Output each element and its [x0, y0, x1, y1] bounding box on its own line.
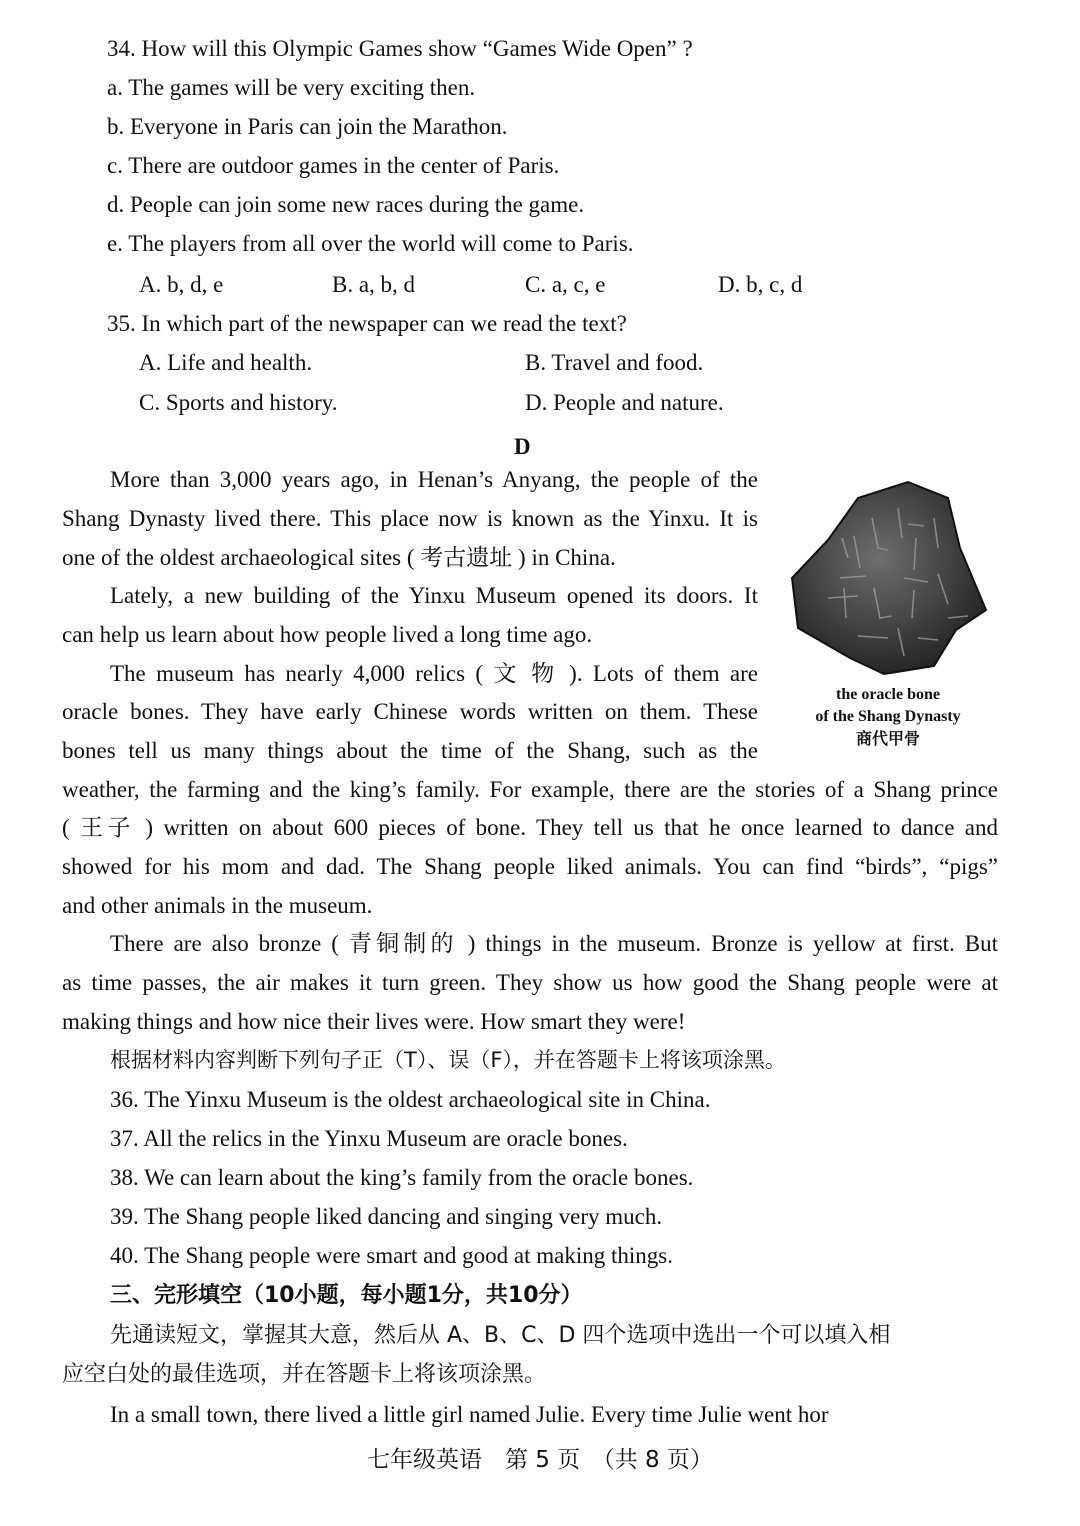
image-caption-line-2: of the Shang Dynasty — [815, 708, 961, 725]
passage-line-2: Shang Dynasty lived there. This place now is known as the Yinxu. It is — [62, 506, 758, 531]
q35-option-b: B. Travel and food. — [525, 350, 704, 375]
section3-instruction-1: 先通读短文，掌握其大意，然后从 A、B、C、D 四个选项中选出一个可以填入相 — [110, 1323, 891, 1348]
judge-item-37: 37. All the relics in the Yinxu Museum are oracle bones. — [110, 1126, 628, 1151]
judge-item-40: 40. The Shang people were smart and good at making things. — [110, 1243, 673, 1268]
q35-stem: 35. In which part of the newspaper can we read the text? — [107, 311, 627, 336]
image-caption-line-3: 商代甲骨 — [855, 729, 920, 748]
passage-line-3: one of the oldest archaeological sites ( 考古遗址 ) in China. — [62, 545, 616, 570]
section3-passage-first-line: In a small town, there lived a little girl named Julie. Every time Julie went hor — [110, 1402, 829, 1427]
passage-line-8: bones tell us many things about the time of the Shang, such as the — [62, 738, 758, 763]
section3-instruction-2: 应空白处的最佳选项，并在答题卡上将该项涂黑。 — [62, 1362, 547, 1387]
q35-option-a: A. Life and health. — [139, 350, 313, 375]
judge-item-36: 36. The Yinxu Museum is the oldest archaeological site in China. — [110, 1087, 711, 1112]
q34-option-b: B. a, b, d — [332, 272, 416, 297]
judge-item-39: 39. The Shang people liked dancing and singing very much. — [110, 1204, 663, 1229]
passage-line-15: making things and how nice their lives were. How smart they were! — [62, 1009, 686, 1034]
section3-heading: 三、完形填空（10小题，每小题1分，共10分） — [110, 1283, 583, 1308]
q34-option-d: D. b, c, d — [718, 272, 803, 297]
passage-line-7: oracle bones. They have early Chinese words written on them. These — [62, 699, 758, 724]
passage-line-13: There are also bronze ( 青铜制的 ) things in the museum. Bronze is yellow at first. But — [110, 931, 998, 956]
passage-line-4: Lately, a new building of the Yinxu Museum opened its doors. It — [110, 583, 758, 608]
q34-statement-d: d. People can join some new races during the game. — [107, 192, 585, 217]
q34-statement-b: b. Everyone in Paris can join the Marathon. — [107, 114, 508, 139]
q34-statement-e: e. The players from all over the world will come to Paris. — [107, 231, 634, 256]
oracle-bone-image — [788, 478, 988, 678]
judge-instruction: 根据材料内容判断下列句子正（T）、误（F），并在答题卡上将该项涂黑。 — [110, 1048, 786, 1072]
passage-line-11: showed for his mom and dad. The Shang people liked animals. You can find “birds”, “pigs” — [62, 854, 998, 879]
q34-statement-a: a. The games will be very exciting then. — [107, 75, 476, 100]
page-footer: 七年级英语 第 5 页 （共 8 页） — [366, 1447, 713, 1473]
passage-line-5: can help us learn about how people lived a long time ago. — [62, 622, 593, 647]
passage-line-12: and other animals in the museum. — [62, 893, 373, 918]
q34-stem: 34. How will this Olympic Games show “Games Wide Open” ? — [107, 36, 693, 61]
q35-option-d: D. People and nature. — [525, 390, 724, 415]
image-caption-line-1: the oracle bone — [836, 686, 940, 703]
passage-line-9: weather, the farming and the king’s family. For example, there are the stories of a Shang prince — [62, 777, 998, 802]
passage-line-14: as time passes, the air makes it turn green. They show us how good the Shang people were at — [62, 970, 998, 995]
judge-item-38: 38. We can learn about the king’s family from the oracle bones. — [110, 1165, 694, 1190]
passage-line-6: The museum has nearly 4,000 relics ( 文 物 ). Lots of them are — [110, 661, 758, 686]
passage-line-1: More than 3,000 years ago, in Henan’s Anyang, the people of the — [110, 467, 758, 492]
passage-line-10: ( 王子 ) written on about 600 pieces of bone. They tell us that he once learned to dance and — [62, 815, 998, 840]
q34-statement-c: c. There are outdoor games in the center of Paris. — [107, 153, 560, 178]
q34-option-a: A. b, d, e — [139, 272, 224, 297]
passage-heading: D — [514, 434, 531, 459]
q35-option-c: C. Sports and history. — [139, 390, 338, 415]
q34-option-c: C. a, c, e — [525, 272, 606, 297]
